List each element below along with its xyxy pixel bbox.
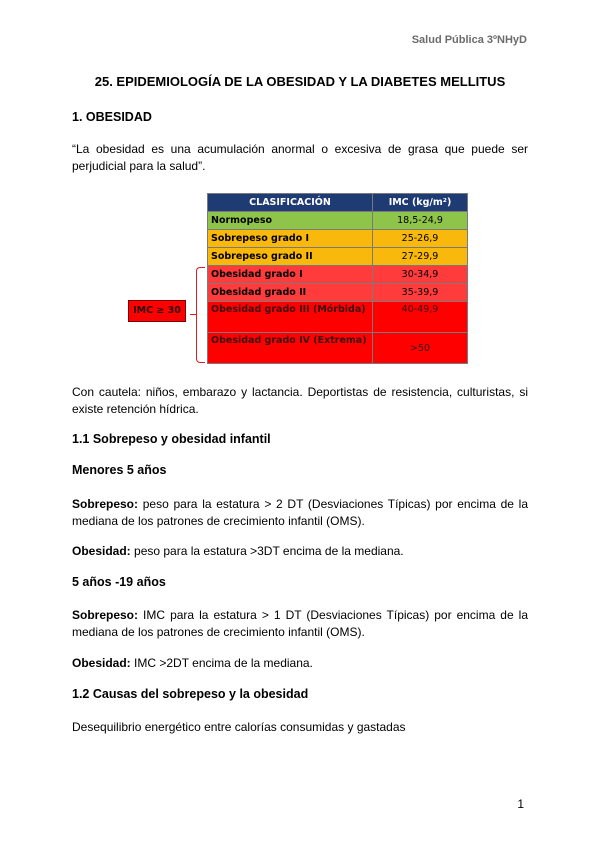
mayores-sobrepeso-label: Sobrepeso:	[72, 608, 139, 622]
table-cell-label: Sobrepeso grado I	[208, 230, 373, 248]
table-row	[208, 333, 468, 364]
subheading-mayores: 5 años -19 años	[72, 575, 166, 589]
mayores-obesidad-text: IMC >2DT encima de la mediana.	[134, 656, 313, 670]
table-header-row	[208, 194, 468, 212]
page-number: 1	[517, 797, 524, 811]
table-row	[208, 302, 468, 333]
section-heading-obesidad: 1. OBESIDAD	[72, 110, 152, 124]
table-row	[208, 248, 468, 266]
classification-table	[207, 193, 468, 364]
imc-threshold-label: IMC ≥ 30	[128, 300, 186, 322]
table-cell-label: Normopeso	[208, 212, 373, 230]
page-header: Salud Pública 3ºNHyD	[411, 34, 527, 46]
table-cell-value: 25-26,9	[373, 230, 468, 248]
obesity-bracket	[196, 267, 205, 363]
table-cell-value: 40-49,9	[373, 302, 468, 333]
table-cell-value: >50	[373, 333, 468, 364]
table-cell-value: 35-39,9	[373, 284, 468, 302]
menores-sobrepeso-text: peso para la estatura > 2 DT (Desviaciones Típicas) por encima de la mediana de los patrones de crecimiento infantil (OMS).	[72, 497, 528, 528]
table-cell-value: 27-29,9	[373, 248, 468, 266]
mayores-obesidad-paragraph	[72, 655, 528, 672]
table-cell-value: 18,5-24,9	[373, 212, 468, 230]
table-cell-label: Obesidad grado I	[208, 266, 373, 284]
menores-obesidad-text: peso para la estatura >3DT encima de la mediana.	[134, 544, 404, 558]
document-title: 25. EPIDEMIOLOGÍA DE LA OBESIDAD Y LA DIABETES MELLITUS	[94, 74, 506, 89]
table-cell-label: Sobrepeso grado II	[208, 248, 373, 266]
table-row	[208, 266, 468, 284]
table-cell-label: Obesidad grado III (Mórbida)	[208, 302, 373, 333]
table-row	[208, 284, 468, 302]
table-cell-label: Obesidad grado II	[208, 284, 373, 302]
section-heading-infantil: 1.1 Sobrepeso y obesidad infantil	[72, 432, 271, 446]
menores-obesidad-label: Obesidad:	[72, 544, 131, 558]
menores-obesidad-paragraph	[72, 543, 528, 560]
caution-paragraph: Con cautela: niños, embarazo y lactancia. Deportistas de resistencia, culturistas, si existe retención hídrica.	[72, 385, 528, 416]
table-cell-label: Obesidad grado IV (Extrema)	[208, 333, 373, 364]
mayores-sobrepeso-paragraph	[72, 607, 528, 641]
section-heading-causas: 1.2 Causas del sobrepeso y la obesidad	[72, 687, 309, 701]
table-row	[208, 212, 468, 230]
table-header-imc: IMC (kg/m²)	[373, 194, 468, 212]
table-row	[208, 230, 468, 248]
table-header-classification: CLASIFICACIÓN	[208, 194, 373, 212]
subheading-menores: Menores 5 años	[72, 463, 167, 477]
table-cell-value: 30-34,9	[373, 266, 468, 284]
causas-paragraph: Desequilibrio energético entre calorías consumidas y gastadas	[72, 720, 406, 734]
mayores-sobrepeso-text: IMC para la estatura > 1 DT (Desviaciones Típicas) por encima de la mediana de los patrones de crecimiento infantil (OMS).	[72, 608, 528, 639]
mayores-obesidad-label: Obesidad:	[72, 656, 131, 670]
obesity-bracket-tick	[190, 314, 197, 315]
menores-sobrepeso-label: Sobrepeso:	[72, 497, 139, 511]
menores-sobrepeso-paragraph	[72, 496, 528, 530]
definition-paragraph: “La obesidad es una acumulación anormal o excesiva de grasa que puede ser perjudicial para la salud”.	[72, 142, 528, 173]
